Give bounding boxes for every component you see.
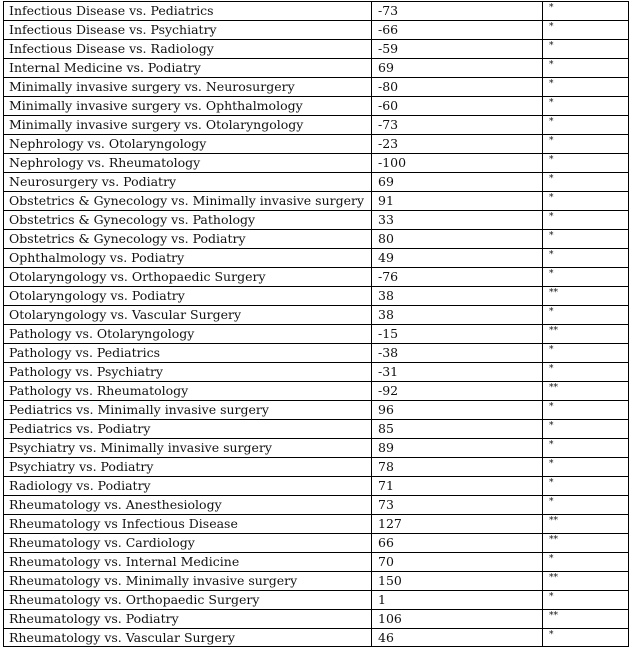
table-row	[4, 21, 628, 40]
significance-cell: *	[543, 116, 629, 135]
table-row	[4, 192, 628, 211]
significance-cell: *	[543, 420, 629, 439]
significance-cell: **	[543, 382, 629, 401]
value-cell: -59	[372, 40, 543, 59]
significance-cell: *	[543, 21, 629, 40]
value-cell: -31	[372, 363, 543, 382]
comparison-cell: Rheumatology vs. Vascular Surgery	[4, 629, 372, 648]
comparison-table-frame	[3, 1, 629, 647]
value-cell: 150	[372, 572, 543, 591]
significance-cell: *	[543, 591, 629, 610]
value-cell: -76	[372, 268, 543, 287]
significance-cell: *	[543, 230, 629, 249]
comparison-cell: Rheumatology vs. Internal Medicine	[4, 553, 372, 572]
significance-cell: *	[543, 496, 629, 515]
comparison-cell: Psychiatry vs. Minimally invasive surgery	[4, 439, 372, 458]
significance-cell: *	[543, 306, 629, 325]
comparison-cell: Otolaryngology vs. Podiatry	[4, 287, 372, 306]
comparison-cell: Rheumatology vs. Podiatry	[4, 610, 372, 629]
value-cell: 1	[372, 591, 543, 610]
significance-cell: *	[549, 630, 554, 640]
significance-cell: *	[543, 401, 629, 420]
significance-cell: *	[543, 97, 629, 116]
value-cell: 71	[372, 477, 543, 496]
significance-cell: *	[543, 268, 629, 287]
significance-cell: **	[543, 325, 629, 344]
significance-cell: *	[543, 2, 629, 21]
table-row	[4, 401, 628, 420]
comparison-cell: Pathology vs. Psychiatry	[4, 363, 372, 382]
table-row	[4, 458, 628, 477]
significance-cell: **	[543, 610, 629, 629]
comparison-cell: Pathology vs. Otolaryngology	[4, 325, 372, 344]
significance-cell: *	[543, 553, 629, 572]
comparison-cell: Ophthalmology vs. Podiatry	[4, 249, 372, 268]
significance-cell: *	[543, 173, 629, 192]
value-cell: 70	[372, 553, 543, 572]
comparison-cell: Rheumatology vs. Minimally invasive surgery	[4, 572, 372, 591]
value-cell: 89	[372, 439, 543, 458]
significance-cell: **	[543, 287, 629, 306]
table-row	[4, 629, 628, 648]
table-row	[4, 572, 628, 591]
comparison-cell: Otolaryngology vs. Orthopaedic Surgery	[4, 268, 372, 287]
value-cell: 69	[372, 59, 543, 78]
value-cell: 85	[372, 420, 543, 439]
table-row	[4, 439, 628, 458]
value-cell: 38	[372, 287, 543, 306]
comparison-table	[4, 2, 628, 647]
significance-cell: *	[543, 40, 629, 59]
table-row	[4, 420, 628, 439]
comparison-cell: Radiology vs. Podiatry	[4, 477, 372, 496]
significance-cell: *	[543, 211, 629, 230]
table-row	[4, 40, 628, 59]
comparison-cell: Pathology vs. Pediatrics	[4, 344, 372, 363]
table-row	[4, 553, 628, 572]
table-row	[4, 534, 628, 553]
table-row	[4, 325, 628, 344]
comparison-cell: Infectious Disease vs. Radiology	[4, 40, 372, 59]
comparison-cell: Obstetrics & Gynecology vs. Pathology	[4, 211, 372, 230]
table-row	[4, 591, 628, 610]
value-cell: -38	[372, 344, 543, 363]
significance-cell: *	[543, 363, 629, 382]
table-row	[4, 287, 628, 306]
significance-cell: *	[543, 477, 629, 496]
comparison-cell: Minimally invasive surgery vs. Ophthalmology	[4, 97, 372, 116]
significance-cell: *	[543, 59, 629, 78]
value-cell: -23	[372, 135, 543, 154]
comparison-cell: Minimally invasive surgery vs. Otolaryngology	[4, 116, 372, 135]
value-cell: 69	[372, 173, 543, 192]
table-row	[4, 97, 628, 116]
comparison-cell: Psychiatry vs. Podiatry	[4, 458, 372, 477]
table-row	[4, 363, 628, 382]
comparison-cell: Rheumatology vs Infectious Disease	[4, 515, 372, 534]
comparison-cell: Otolaryngology vs. Vascular Surgery	[4, 306, 372, 325]
table-row	[4, 2, 628, 21]
significance-cell: *	[543, 135, 629, 154]
significance-cell: *	[543, 192, 629, 211]
value-cell: -73	[372, 2, 543, 21]
significance-cell: **	[543, 515, 629, 534]
comparison-cell: Obstetrics & Gynecology vs. Podiatry	[4, 230, 372, 249]
value-cell: 33	[372, 211, 543, 230]
value-cell: -92	[372, 382, 543, 401]
significance-cell: *	[543, 439, 629, 458]
value-cell: 80	[372, 230, 543, 249]
comparison-cell: Nephrology vs. Otolaryngology	[4, 135, 372, 154]
comparison-cell: Minimally invasive surgery vs. Neurosurgery	[4, 78, 372, 97]
comparison-cell: Nephrology vs. Rheumatology	[4, 154, 372, 173]
table-row	[4, 268, 628, 287]
value-cell: 73	[372, 496, 543, 515]
value-cell: 38	[372, 306, 543, 325]
significance-cell: *	[543, 154, 629, 173]
value-cell: 78	[372, 458, 543, 477]
comparison-cell: Internal Medicine vs. Podiatry	[4, 59, 372, 78]
comparison-cell: Infectious Disease vs. Pediatrics	[4, 2, 372, 21]
table-row	[4, 173, 628, 192]
value-cell: 66	[372, 534, 543, 553]
comparison-cell: Pediatrics vs. Podiatry	[4, 420, 372, 439]
value-cell: 127	[372, 515, 543, 534]
value-cell: -60	[372, 97, 543, 116]
comparison-cell: Pathology vs. Rheumatology	[4, 382, 372, 401]
table-row	[4, 135, 628, 154]
comparison-cell: Neurosurgery vs. Podiatry	[4, 173, 372, 192]
table-row	[4, 211, 628, 230]
value-cell: -66	[372, 21, 543, 40]
value-cell: -73	[372, 116, 543, 135]
value-cell: -100	[372, 154, 543, 173]
table-row	[4, 154, 628, 173]
value-cell: 106	[372, 610, 543, 629]
table-row	[4, 382, 628, 401]
table-row	[4, 610, 628, 629]
table-row	[4, 515, 628, 534]
comparison-cell: Rheumatology vs. Cardiology	[4, 534, 372, 553]
significance-cell: **	[543, 572, 629, 591]
table-row	[4, 496, 628, 515]
table-row	[4, 78, 628, 97]
comparison-cell: Rheumatology vs. Anesthesiology	[4, 496, 372, 515]
significance-cell: *	[543, 344, 629, 363]
value-cell: 49	[372, 249, 543, 268]
comparison-cell: Obstetrics & Gynecology vs. Minimally invasive surgery	[4, 192, 372, 211]
table-row	[4, 59, 628, 78]
significance-cell: **	[543, 534, 629, 553]
value-cell: 46	[372, 629, 543, 648]
table-row	[4, 116, 628, 135]
table-row	[4, 477, 628, 496]
significance-cell: *	[543, 458, 629, 477]
table-row	[4, 249, 628, 268]
table-body	[4, 2, 628, 647]
value-cell: -80	[372, 78, 543, 97]
significance-cell: *	[543, 249, 629, 268]
value-cell: -15	[372, 325, 543, 344]
value-cell: 91	[372, 192, 543, 211]
value-cell: 96	[372, 401, 543, 420]
comparison-cell: Pediatrics vs. Minimally invasive surgery	[4, 401, 372, 420]
table-row	[4, 344, 628, 363]
comparison-cell: Rheumatology vs. Orthopaedic Surgery	[4, 591, 372, 610]
table-row	[4, 230, 628, 249]
table-row	[4, 306, 628, 325]
comparison-cell: Infectious Disease vs. Psychiatry	[4, 21, 372, 40]
significance-cell: *	[543, 78, 629, 97]
